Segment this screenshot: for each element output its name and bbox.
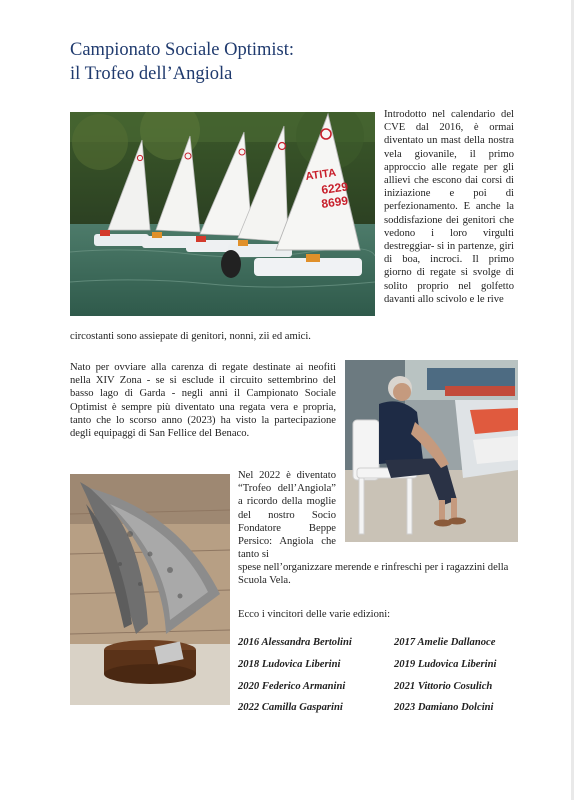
- winner-entry: 2021 Vittorio Cosulich: [394, 680, 493, 692]
- intro-paragraph-continuation: circostanti sono assiepate di genitori, nonni, zii ed amici.: [70, 331, 311, 342]
- winner-entry: 2020 Federico Armanini: [238, 680, 346, 692]
- sailboats-photo: [70, 112, 375, 316]
- winner-entry: 2023 Damiano Dolcini: [394, 702, 494, 714]
- winners-heading: Ecco i vincitori delle varie edizioni:: [238, 609, 391, 620]
- sail-number-1: 6229: [320, 179, 349, 197]
- winner-entry: 2016 Alessandra Bertolini: [238, 637, 352, 648]
- winner-entry: 2022 Camilla Gasparini: [238, 702, 343, 714]
- origin-paragraph: Nato per ovviare alla carenza di regate destinate ai neofiti nella XIV Zona - se si esclude il circuito settembrino del basso lago di Garda - negli anni il Campionato Sociale Optimist è sempre più diventato una regata vera e propria, tanto che lo scorso anno (2023) ha visto la partecipazione degli equipaggi di San Fellice del Benaco.: [70, 362, 336, 440]
- trophy-base: [104, 640, 196, 684]
- page-title: [70, 38, 294, 86]
- trofeo-paragraph-continuation: spese nell’organizzare merende e rinfreschi per i ragazzini della Scuola Vela.: [238, 562, 509, 587]
- winner-entry: 2019 Ludovica Liberini: [394, 658, 497, 670]
- winner-entry: 2018 Ludovica Liberini: [238, 658, 341, 670]
- winner-entry: 2017 Amelie Dallanoce: [394, 637, 496, 648]
- title-line-2: il Trofeo dell’Angiola: [70, 64, 233, 84]
- sail-number-2: 8699: [320, 193, 349, 211]
- woman-photo: [345, 360, 518, 542]
- trophy-photo: [70, 474, 230, 705]
- trofeo-paragraph: Nel 2022 è diventato “Trofeo dell’Angiola” a ricordo della moglie del nostro Socio Fondatore Beppe Persico: Angiola che tanto si: [238, 470, 336, 561]
- intro-paragraph: Introdotto nel calendario del CVE dal 2016, è ormai diventato un mast della nostra vela giovanile, il primo approccio alle regate per gli allievi che escono dai corsi di iniziazione e poi di perfezionamento. E anche la soddisfazione dei genitori che vedono i loro virgulti destreggiar- si in partenze, giri di boa, incroci. Il primo giorno di regate si svolge di solito proprio nel golfetto davanti allo scivolo e le rive: [384, 109, 514, 305]
- sail-brand: ATITA: [304, 166, 337, 183]
- winners-list: [238, 636, 518, 715]
- title-line-1: Campionato Sociale Optimist:: [70, 40, 295, 60]
